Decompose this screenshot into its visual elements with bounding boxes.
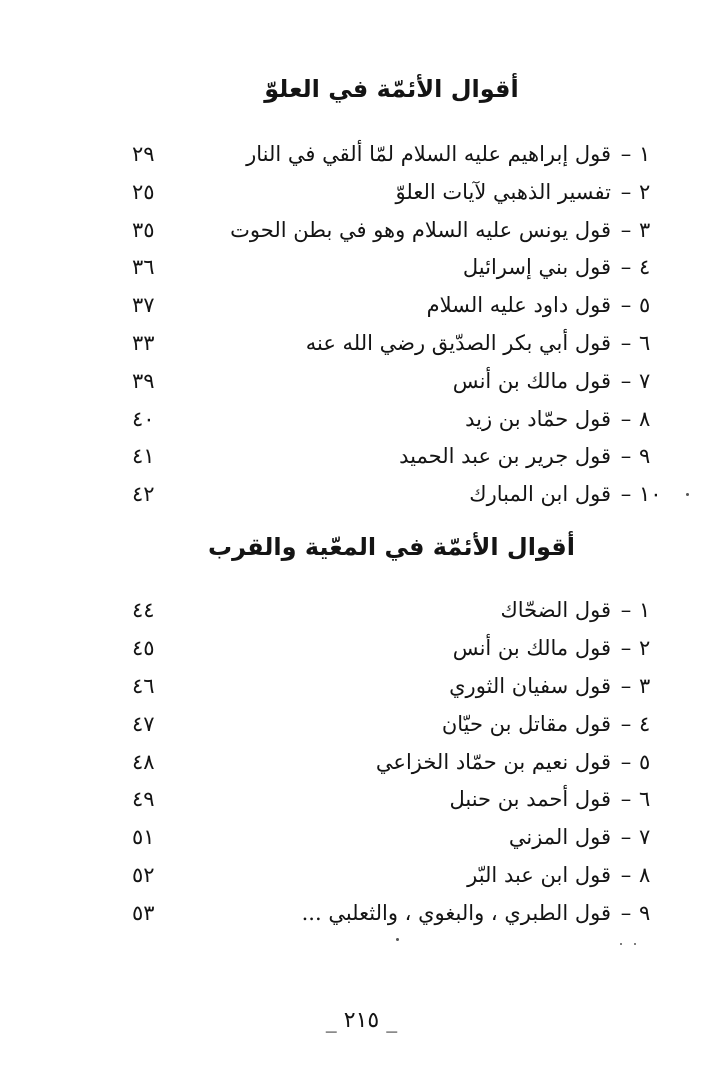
toc-entry-title: قول بني إسرائيل	[462, 255, 611, 280]
toc-entry-number: ٥	[639, 293, 651, 318]
toc-entry-dash: –	[620, 482, 632, 507]
toc-entry	[0, 325, 723, 363]
toc-entry-page-number: ٣٦	[132, 255, 155, 280]
toc-list-nearness	[0, 592, 723, 933]
toc-entry-number: ٥	[639, 749, 651, 774]
toc-entry-number: ١	[639, 142, 651, 166]
toc-entry	[0, 174, 723, 212]
toc-entry-dash: –	[620, 825, 632, 850]
toc-entry-title: قول ابن المبارك	[469, 482, 611, 507]
toc-entry-number: ٧	[639, 825, 651, 850]
ink-speck	[396, 938, 399, 941]
toc-entry	[0, 706, 723, 744]
toc-entry-number: ٨	[639, 863, 651, 888]
toc-entry	[0, 668, 723, 706]
toc-entry-page-number: ٣٣	[132, 330, 155, 355]
toc-entry-number: ٣	[639, 217, 651, 242]
toc-entry-page-number: ٣٧	[132, 293, 155, 318]
toc-entry	[0, 249, 723, 287]
toc-entry-dash: –	[620, 179, 632, 204]
toc-entry-dash: –	[620, 787, 632, 812]
toc-entry-title: تفسير الذهبي لآيات العلوّ	[395, 179, 611, 204]
toc-entry-dash: –	[620, 749, 632, 774]
toc-entry-page-number: ٣٩	[132, 368, 155, 393]
toc-entry-title: قول المزني	[508, 825, 611, 850]
toc-entry-dash: –	[620, 598, 632, 622]
toc-entry	[0, 744, 723, 782]
toc-entry-title: قول مالك بن أنس	[452, 368, 611, 393]
toc-entry-title: قول إبراهيم عليه السلام لمّا ألقي في النار	[246, 142, 611, 166]
toc-entry-number: ٤	[639, 255, 651, 280]
toc-entry-page-number: ٢٩	[132, 142, 155, 166]
toc-entry-title: قول يونس عليه السلام وهو في بطن الحوت	[230, 217, 611, 242]
toc-entry	[0, 592, 723, 630]
ink-speck	[620, 943, 622, 945]
toc-entry-number: ١٠	[639, 482, 662, 507]
page-number: _ ٢١٥ _	[325, 1008, 398, 1033]
toc-entry	[0, 630, 723, 668]
toc-entry-dash: –	[620, 368, 632, 393]
toc-entry-page-number: ٤٨	[132, 749, 155, 774]
toc-entry-dash: –	[620, 901, 632, 926]
toc-entry-title: قول أحمد بن حنبل	[449, 787, 611, 812]
toc-entry-dash: –	[620, 330, 632, 355]
toc-entry-title: قول مالك بن أنس	[452, 635, 611, 660]
toc-entry	[0, 401, 723, 439]
toc-entry-number: ٩	[639, 444, 651, 469]
toc-entry-dash: –	[620, 711, 632, 736]
toc-entry-number: ٦	[639, 787, 651, 812]
section-heading-elevation: أقوال الأئمّة في العلوّ	[264, 75, 519, 103]
toc-entry	[0, 287, 723, 325]
toc-entry	[0, 857, 723, 895]
toc-entry	[0, 212, 723, 250]
toc-entry-page-number: ٤٢	[132, 482, 155, 507]
toc-entry-number: ١	[639, 598, 651, 622]
toc-entry-dash: –	[620, 406, 632, 431]
toc-entry-page-number: ٥٢	[132, 863, 155, 888]
toc-entry-number: ٢	[639, 179, 651, 204]
toc-entry-dash: –	[620, 293, 632, 318]
toc-entry-number: ٦	[639, 330, 651, 355]
toc-entry-page-number: ٥١	[132, 825, 155, 850]
ink-speck	[634, 943, 636, 945]
toc-entry-dash: –	[620, 673, 632, 698]
toc-entry-number: ٢	[639, 635, 651, 660]
toc-entry-title: قول داود عليه السلام	[426, 293, 611, 318]
toc-entry-page-number: ٣٥	[132, 217, 155, 242]
toc-entry-page-number: ٤٧	[132, 711, 155, 736]
toc-entry	[0, 895, 723, 933]
toc-entry-dash: –	[620, 635, 632, 660]
toc-entry	[0, 438, 723, 476]
toc-entry-number: ٧	[639, 368, 651, 393]
toc-entry-page-number: ٤١	[132, 444, 155, 469]
toc-entry-title: قول سفيان الثوري	[449, 673, 611, 698]
toc-entry-dash: –	[620, 863, 632, 888]
toc-entry-number: ٨	[639, 406, 651, 431]
toc-entry-page-number: ٤٤	[132, 598, 155, 622]
toc-entry-dash: –	[620, 255, 632, 280]
toc-entry-title: قول مقاتل بن حيّان	[441, 711, 611, 736]
toc-entry-page-number: ٤٠	[132, 406, 155, 431]
toc-entry-page-number: ٤٥	[132, 635, 155, 660]
toc-entry-title: قول نعيم بن حمّاد الخزاعي	[375, 749, 611, 774]
toc-entry-title: قول الطبري ، والبغوي ، والثعلبي ...	[301, 901, 611, 926]
toc-entry-dash: –	[620, 444, 632, 469]
toc-entry-page-number: ٥٣	[132, 901, 155, 926]
toc-entry-page-number: ٤٦	[132, 673, 155, 698]
toc-list-elevation	[0, 136, 723, 514]
toc-entry-dash: –	[620, 217, 632, 242]
toc-entry-dash: –	[620, 142, 632, 166]
toc-entry-title: قول حمّاد بن زيد	[465, 406, 611, 431]
toc-entry-page-number: ٤٩	[132, 787, 155, 812]
toc-entry-title: قول جرير بن عبد الحميد	[399, 444, 611, 469]
toc-entry-number: ٩	[639, 901, 651, 926]
toc-entry-number: ٣	[639, 673, 651, 698]
toc-entry-title: قول الضحّاك	[500, 598, 611, 622]
section-heading-nearness: أقوال الأئمّة في المعّية والقرب	[208, 533, 575, 561]
toc-entry	[0, 819, 723, 857]
toc-entry	[0, 781, 723, 819]
toc-entry-number: ٤	[639, 711, 651, 736]
toc-entry	[0, 136, 723, 174]
toc-entry-title: قول ابن عبد البّر	[467, 863, 611, 888]
toc-entry-title: قول أبي بكر الصدّيق رضي الله عنه	[305, 330, 611, 355]
toc-entry	[0, 363, 723, 401]
toc-entry-page-number: ٢٥	[132, 179, 155, 204]
toc-entry	[0, 476, 723, 514]
ink-speck	[686, 493, 689, 496]
